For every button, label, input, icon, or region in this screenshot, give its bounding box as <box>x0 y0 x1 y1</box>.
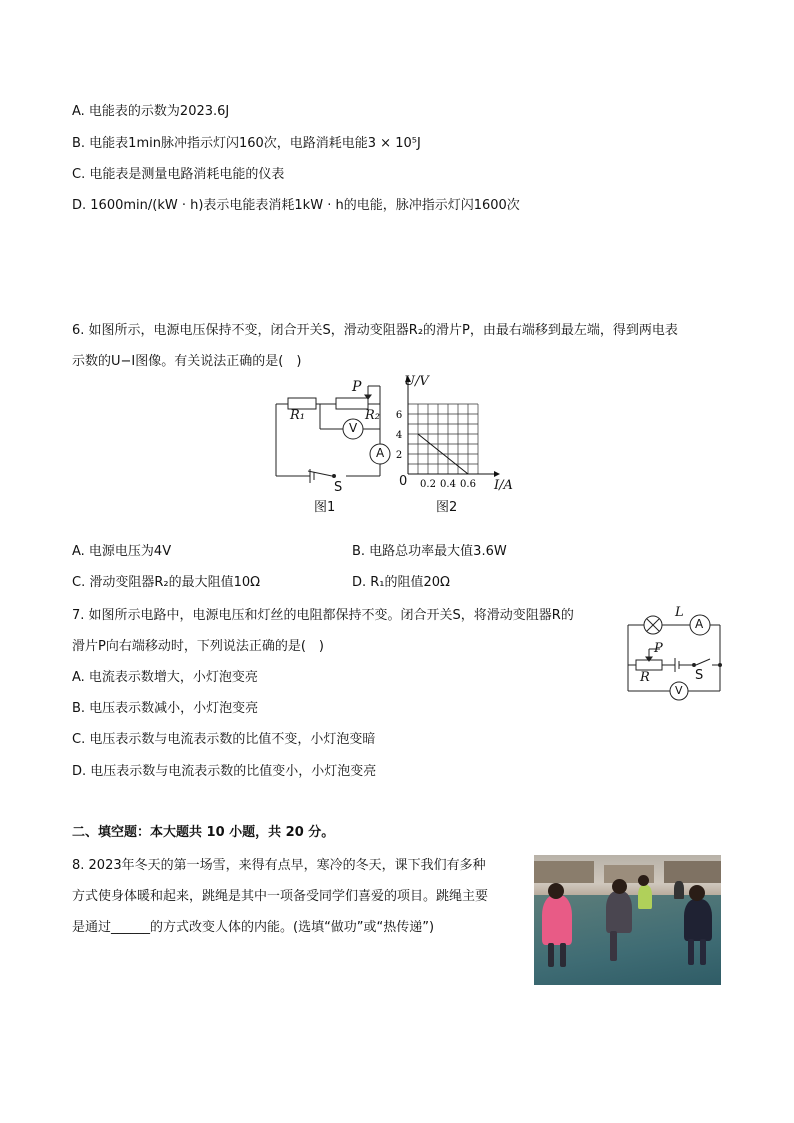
q8-line1: 8. 2023年冬天的第一场雪，来得有点早，寒冷的冬天，课下我们有多种 <box>72 858 486 873</box>
x-tick-label: 0.6 <box>460 479 476 490</box>
q7-option-c: C. 电压表示数与电流表示数的比值不变，小灯泡变暗 <box>72 732 376 747</box>
graph-x-axis-label: I/A <box>494 478 513 493</box>
q5-option-d: D. 1600min/(kW · h)表示电能表消耗1kW · h的电能，脉冲指示灯闪1600次 <box>72 198 520 213</box>
q6-voltmeter-label: V <box>349 421 358 435</box>
x-tick-label: 0.2 <box>420 479 436 490</box>
x-axis-arrow <box>494 471 500 477</box>
q6-stem-line2: 示数的U−I图像。有关说法正确的是( ) <box>72 354 302 369</box>
q7-switch-label: S <box>695 668 704 683</box>
q6-option-d: D. R₁的阻值20Ω <box>352 575 450 590</box>
q6-fig1-caption: 图1 <box>314 500 336 515</box>
q8-line2: 方式使身体暖和起来，跳绳是其中一项备受同学们喜爱的项目。跳绳主要 <box>72 889 489 904</box>
q6-label-r2: R₂ <box>365 408 380 423</box>
q7-stem-line2: 滑片P向右端移动时，下列说法正确的是( ) <box>72 639 324 654</box>
q6-ui-graph <box>394 374 534 514</box>
q6-option-a: A. 电源电压为4V <box>72 544 172 559</box>
y-tick-label: 2 <box>395 450 403 461</box>
q6-switch-label: S <box>334 480 343 495</box>
q6-label-r1: R₁ <box>290 408 305 423</box>
q7-lamp-label: L <box>675 605 684 620</box>
q6-option-c: C. 滑动变阻器R₂的最大阻值10Ω <box>72 575 261 590</box>
q7-voltmeter-label: V <box>675 684 683 697</box>
section-heading: 二、填空题：本大题共 10 小题，共 20 分。 <box>72 825 335 840</box>
x-tick-label: 0.4 <box>440 479 456 490</box>
q5-option-b: B. 电能表1min脉冲指示灯闪160次，电路消耗电能3 × 10⁵J <box>72 136 421 151</box>
jump-rope-photo <box>534 855 721 985</box>
y-tick-label: 6 <box>395 410 403 421</box>
q7-option-d: D. 电压表示数与电流表示数的比值变小，小灯泡变亮 <box>72 764 377 779</box>
q6-label-p: P <box>352 379 362 395</box>
graph-y-axis-label: U/V <box>404 374 429 389</box>
q6-ammeter-label: A <box>376 446 385 460</box>
q6-stem-line1: 6. 如图所示，电源电压保持不变，闭合开关S，滑动变阻器R₂的滑片P，由最右端移到最左端，得到两电表 <box>72 323 678 338</box>
q7-slider-label: P <box>654 641 663 656</box>
q8-line3: 是通过______的方式改变人体的内能。(选填“做功”或“热传递”) <box>72 920 435 935</box>
q7-option-a: A. 电流表示数增大，小灯泡变亮 <box>72 670 258 685</box>
q6-option-b: B. 电路总功率最大值3.6W <box>352 544 507 559</box>
y-tick-label: 4 <box>395 430 403 441</box>
q7-stem-line1: 7. 如图所示电路中，电源电压和灯丝的电阻都保持不变。闭合开关S，将滑动变阻器R的 <box>72 608 574 623</box>
graph-origin-label: 0 <box>399 474 408 489</box>
q7-rheostat-label: R <box>640 670 650 685</box>
q5-option-a: A. 电能表的示数为2023.6J <box>72 104 230 119</box>
q5-option-c: C. 电能表是测量电路消耗电能的仪表 <box>72 167 285 182</box>
q7-option-b: B. 电压表示数减小，小灯泡变亮 <box>72 701 259 716</box>
q7-ammeter-label: A <box>695 617 704 631</box>
q6-fig2-caption: 图2 <box>436 500 458 515</box>
